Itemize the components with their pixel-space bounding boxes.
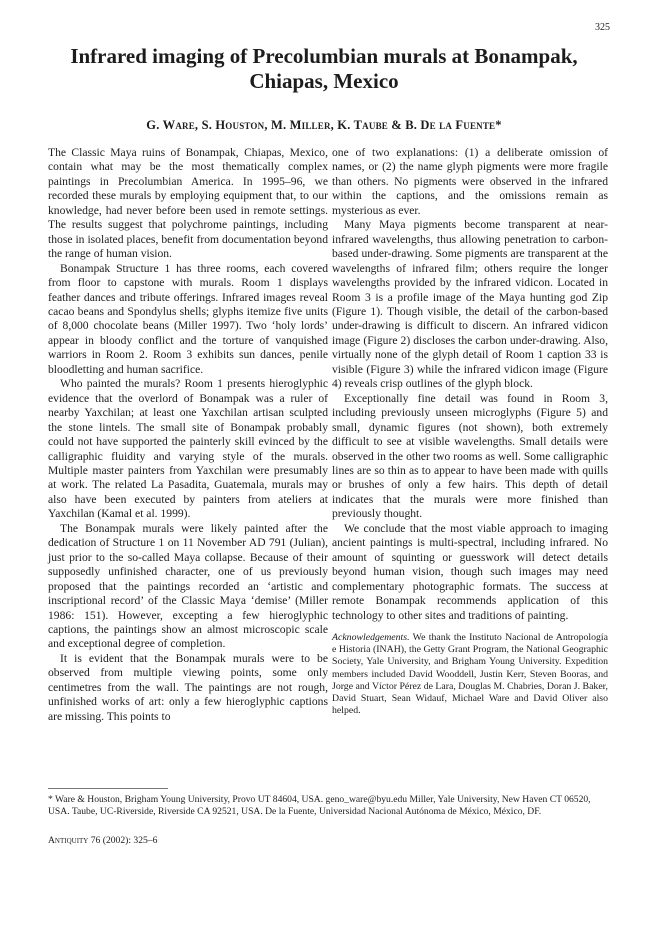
article-title: Infrared imaging of Precolumbian murals at Bonampak, Chiapas, Mexico — [70, 44, 578, 93]
acknowledgements-text: We thank the Instituto Nacional de Antropología e Historia (INAH), the Getty Grant Program, the National Geographic Society, Yale University, and Brigham Young University. Expedition members included David Wooddell, Justin Kerr, Steven Booras, and Jorge and Víctor Pérez de Lara, Douglas M. Chabries, Doran J. Baker, David Stuart, Sean Widauf, Michael Ware and David Oliver also helped. — [332, 631, 608, 717]
paragraph: Bonampak Structure 1 has three rooms, each covered from floor to capstone with murals. Room 1 displays feather dances and tribute offerings. Infrared images reveal cacao beans and Spondylus shells; glyphs itemize five units of 8,000 chocolate beans (Miller 1997). Two ‘holy lords’ appear in bloody conflict and the torture of vanquished warriors in Room 2. Room 3 exhibits sun dances, penile bloodletting and human sacrifice. — [48, 261, 328, 376]
footnote-divider — [48, 788, 168, 789]
paragraph: We conclude that the most viable approach to imaging ancient paintings is multi-spectral, including infrared. No amount of squinting or guesswork will detect details beyond human vision, though such images may need complementary photographic formats. The success at remote Bonampak recommends application of this technology to other sites and traditions of painting. — [332, 521, 608, 622]
paragraph: Many Maya pigments become transparent at near-infrared wavelengths, thus allowing penetration to carbon-based under-drawing. Some pigments are transparent at the wavelengths of infrared film; others require the longer wavelengths provided by the infrared vidicon. Located in Room 3 is a profile image of the Maya hunting god Zip (Figure 1). Though visible, the detail of the carbon-based under-drawing is difficult to discern. An infrared vidicon image (Figure 2) discloses the carbon under-drawing. Also, virtually none of the glyph detail of Room 1 caption 33 is visible (Figure 3) while the infrared vidicon image (Figure 4) reveals crisp outlines of the glyph block. — [332, 218, 608, 391]
page-number: 325 — [595, 22, 610, 33]
left-column — [48, 146, 328, 724]
author-affiliations-footnote: * Ware & Houston, Brigham Young University, Provo UT 84604, USA. geno_ware@byu.edu Miller, Yale University, New Haven CT 06520, USA. Taube, UC-Riverside, Riverside CA 92521, USA. De la Fuente, Universidad Nacional Autónoma de México, México, DF. — [48, 794, 591, 817]
acknowledgements-label: Acknowledgements. — [332, 631, 410, 643]
paragraph: The Classic Maya ruins of Bonampak, Chiapas, Mexico, contain what may be the most thematically complex paintings in Precolumbian America. In 1995–96, we recorded these murals by employing equipment that, to our knowledge, had never before been used in remote settings. The results suggest that polychrome paintings, including those in isolated places, benefit from documentation beyond the range of human vision. — [48, 146, 328, 261]
paragraph: Exceptionally fine detail was found in Room 3, including previously unseen microglyphs (Figure 5) and small, dynamic figures (not shown), both extremely difficult to see at visible wavelengths. Small details were observed in the other two rooms as well. Some calligraphic lines are so thin as to appear to have been made with quills or brushes of only a few hairs. This depth of detail indicates that the murals were more finished than previously thought. — [332, 391, 608, 521]
right-column — [332, 146, 608, 717]
author-line: G. Ware, S. Houston, M. Miller, K. Taube & B. De la Fuente* — [146, 118, 502, 132]
journal-citation: Antiquity 76 (2002): 325–6 — [48, 835, 158, 846]
paragraph: It is evident that the Bonampak murals were to be observed from multiple viewing points, some only centimetres from the wall. The paintings are not rough, unfinished works of art: only a few hieroglyphic captions are missing. This points to — [48, 651, 328, 723]
paragraph: Who painted the murals? Room 1 presents hieroglyphic evidence that the overlord of Bonampak was a ruler of nearby Yaxchilan; at least one Yaxchilan artisan sculpted the stone lintels. The small site of Bonampak probably could not have supported the painterly skill evinced by the calligraphic fluidity and varying style of the murals. Multiple master painters from Yaxchilan were presumably at work. The related La Pasadita, Guatemala, murals may also have been executed by painters from ateliers at Yaxchilan (Kamal et al. 1999). — [48, 377, 328, 521]
acknowledgements — [332, 632, 608, 717]
paragraph: The Bonampak murals were likely painted after the dedication of Structure 1 on 11 November AD 791 (Julian), just prior to the so-called Maya collapse. Because of their supposedly unfinished character, one of us previously proposed that the paintings recorded an ‘artistic and inscriptional record’ of the Classic Maya ‘demise’ (Miller 1986: 151). However, excepting a few hieroglyphic captions, the paintings show an almost microscopic scale and exceptional degree of completion. — [48, 521, 328, 651]
paragraph: one of two explanations: (1) a deliberate omission of names, or (2) the name glyph pigments were more fragile than others. No pigments were observed in the infrared within the captions, and the omissions remain as mysterious as ever. — [332, 146, 608, 217]
